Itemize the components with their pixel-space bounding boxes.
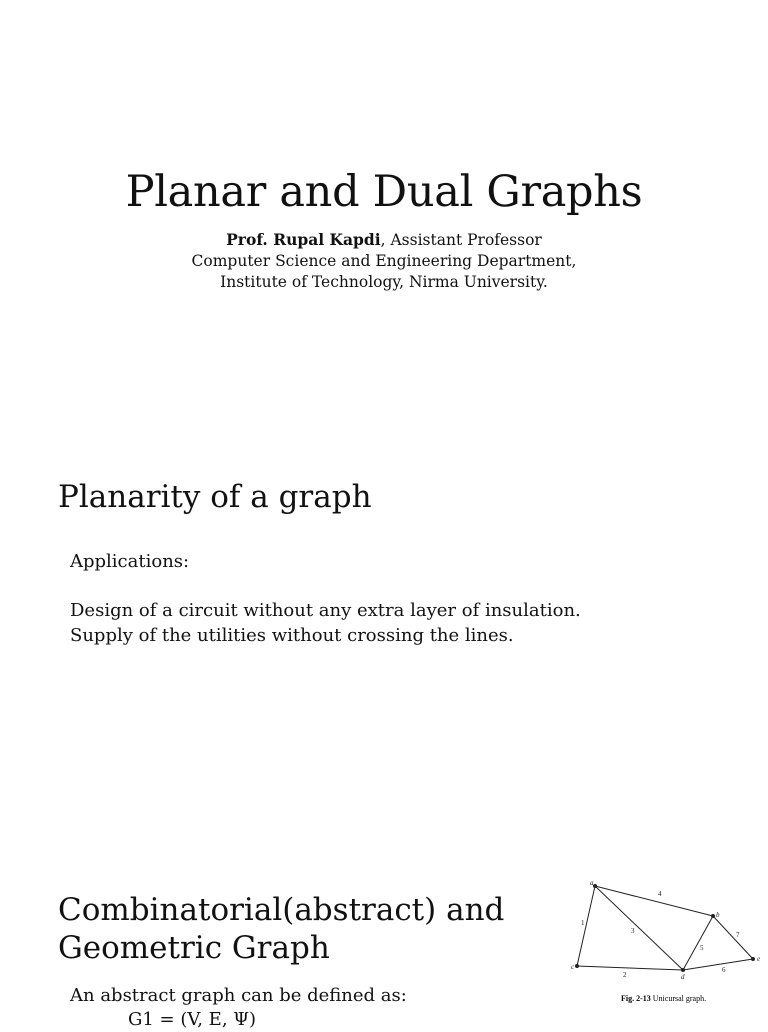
application-item: Supply of the utilities without crossing the lines. — [70, 625, 514, 646]
figure-caption — [621, 994, 706, 1003]
unicursal-graph-figure — [565, 876, 765, 1006]
graph-vertex-dot — [681, 968, 685, 972]
vertex-label: c — [571, 963, 575, 971]
planarity-slide — [0, 428, 768, 856]
edge-label: 1 — [581, 919, 585, 927]
author-line — [0, 229, 768, 251]
title-slide — [0, 0, 768, 428]
presentation-title: Planar and Dual Graphs — [125, 167, 643, 217]
edge-label: 7 — [736, 931, 740, 939]
heading-line: Combinatorial(abstract) and — [58, 892, 505, 928]
graph-vertex-dot — [711, 914, 715, 918]
vertex-label: b — [716, 911, 720, 919]
edge-label: 6 — [722, 966, 726, 974]
edge-label: 2 — [623, 971, 627, 979]
slide-heading: Planarity of a graph — [58, 479, 372, 515]
graph-vertex-dot — [575, 964, 579, 968]
author-role: , Assistant Professor — [380, 231, 542, 249]
definition-line: An abstract graph can be defined as: — [70, 985, 407, 1006]
graph-edge-line — [713, 916, 753, 959]
abstract-graph-slide — [0, 856, 768, 1030]
applications-label: Applications: — [70, 551, 190, 572]
author-name: Prof. Rupal Kapdi — [226, 230, 381, 249]
graph-formula: G1 = (V, E, Ψ) — [128, 1009, 257, 1030]
graph-edge-line — [683, 959, 753, 970]
applications-list — [70, 599, 581, 649]
vertex-label: d — [681, 973, 685, 981]
author-block — [0, 229, 768, 293]
department-line: Computer Science and Engineering Department, — [191, 252, 577, 270]
graph-vertex-dot — [751, 957, 755, 961]
graph-edge-line — [683, 916, 713, 970]
edge-label: 4 — [658, 890, 662, 898]
edge-label: 5 — [700, 944, 704, 952]
slide-heading — [58, 891, 504, 967]
vertex-label: a — [590, 879, 594, 887]
vertex-label: e — [757, 955, 761, 963]
graph-edge-line — [577, 966, 683, 970]
graph-edge-line — [595, 886, 713, 916]
institute-line: Institute of Technology, Nirma University. — [220, 273, 548, 291]
application-item: Design of a circuit without any extra layer of insulation. — [70, 600, 581, 621]
definition-text — [70, 984, 407, 1032]
caption-number: Fig. 2-13 — [621, 994, 651, 1003]
graph-edge-line — [595, 886, 683, 970]
graph-diagram — [565, 876, 765, 1006]
caption-text: Unicursal graph. — [650, 994, 707, 1003]
graph-vertex-dot — [593, 884, 597, 888]
edge-label: 3 — [631, 927, 635, 935]
graph-edge-line — [577, 886, 595, 966]
heading-line: Geometric Graph — [58, 930, 330, 966]
